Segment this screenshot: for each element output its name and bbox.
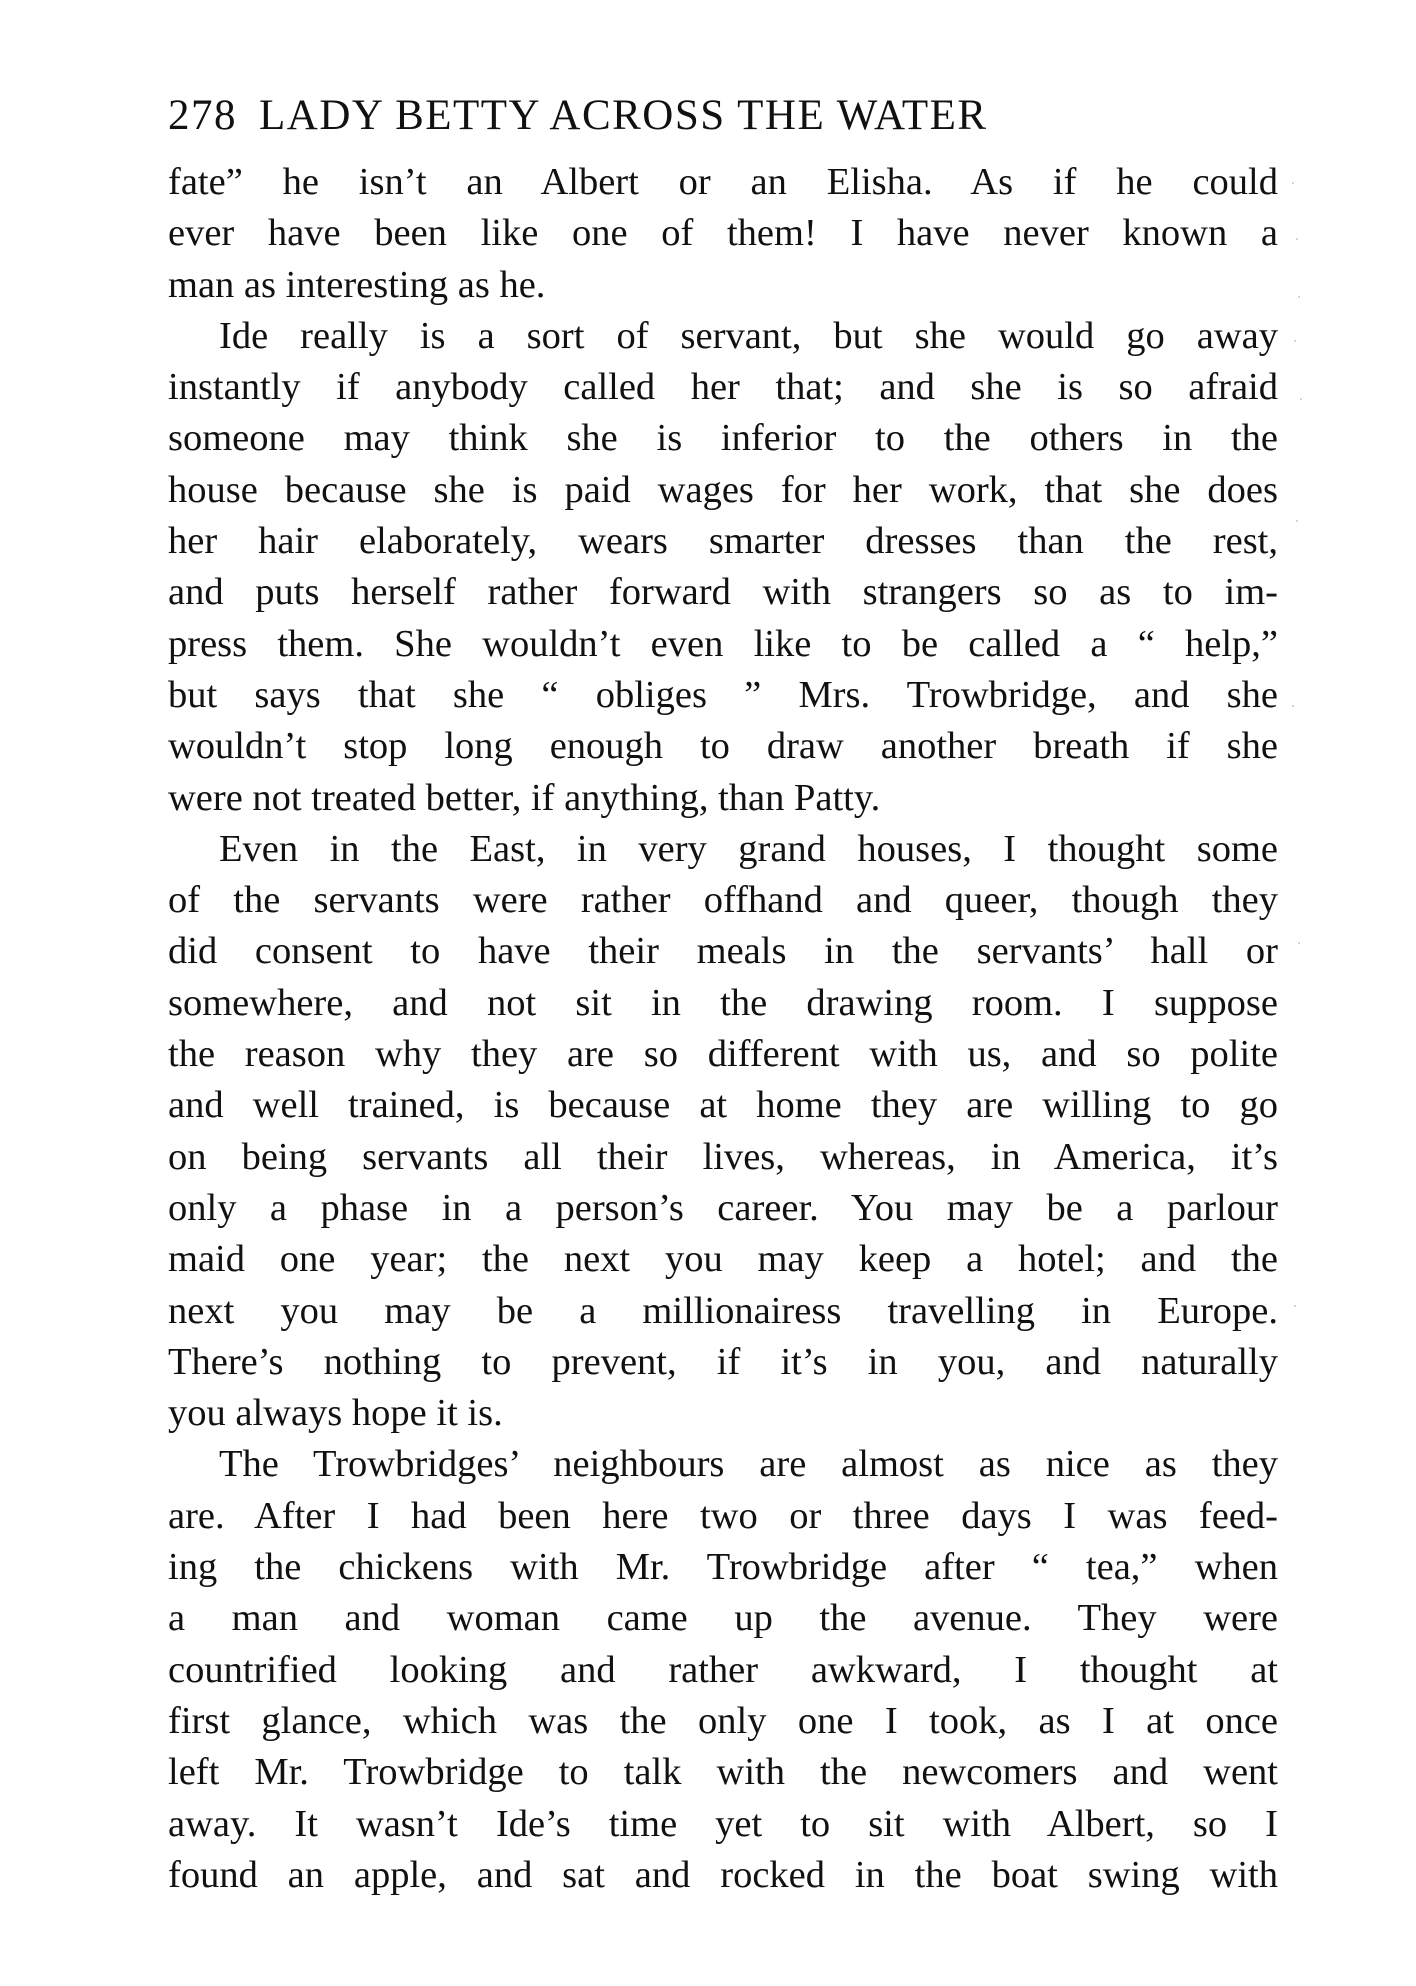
text-line: did consent to have their meals in the servants’ hall or	[168, 930, 1278, 973]
text-line: somewhere, and not sit in the drawing room. I suppose	[168, 981, 1278, 1024]
running-header	[168, 84, 1278, 148]
scan-speck	[1292, 182, 1294, 184]
scan-speck	[1300, 398, 1302, 400]
scan-speck	[1294, 340, 1296, 342]
text-line: wouldn’t stop long enough to draw another breath if she	[168, 725, 1278, 768]
text-line: instantly if anybody called her that; and she is so afraid	[168, 366, 1278, 409]
text-line: press them. She wouldn’t even like to be called a “ help,”	[168, 622, 1278, 665]
text-line: a man and woman came up the avenue. They were	[168, 1597, 1278, 1640]
running-title: LADY BETTY ACROSS THE WATER	[259, 92, 988, 139]
text-line: man as interesting as he.	[168, 263, 546, 306]
scan-speck	[1298, 296, 1300, 298]
text-line: The Trowbridges’ neighbours are almost as nice as they	[219, 1443, 1278, 1486]
body-text	[168, 157, 1278, 1901]
text-line: left Mr. Trowbridge to talk with the newcomers and went	[168, 1751, 1278, 1794]
text-line: first glance, which was the only one I took, as I at once	[168, 1699, 1278, 1742]
scan-speck	[1292, 705, 1294, 707]
text-line: away. It wasn’t Ide’s time yet to sit with Albert, so I	[168, 1802, 1278, 1845]
scan-speck	[1296, 520, 1298, 522]
text-line: were not treated better, if anything, than Patty.	[168, 776, 881, 819]
text-line: Even in the East, in very grand houses, I thought some	[219, 827, 1278, 870]
text-line: maid one year; the next you may keep a hotel; and the	[168, 1238, 1278, 1281]
text-line: house because she is paid wages for her work, that she does	[168, 468, 1278, 511]
text-line: are. After I had been here two or three days I was feed-	[168, 1494, 1278, 1537]
text-line: and well trained, is because at home they are willing to go	[168, 1084, 1278, 1127]
text-line: only a phase in a person’s career. You may be a parlour	[168, 1186, 1278, 1229]
text-line: the reason why they are so different with us, and so polite	[168, 1033, 1278, 1076]
page-number: 278	[168, 92, 237, 139]
text-line: and puts herself rather forward with strangers so as to im-	[168, 571, 1278, 614]
text-line: on being servants all their lives, whereas, in America, it’s	[168, 1135, 1278, 1178]
text-line: fate” he isn’t an Albert or an Elisha. As if he could	[168, 161, 1278, 203]
text-line: Ide really is a sort of servant, but she would go away	[219, 314, 1278, 357]
scan-speck	[1294, 1305, 1296, 1307]
text-line: of the servants were rather offhand and queer, though they	[168, 879, 1278, 922]
text-line: her hair elaborately, wears smarter dresses than the rest,	[168, 520, 1278, 563]
text-line: next you may be a millionairess travelling in Europe.	[168, 1289, 1278, 1332]
scan-speck	[1298, 942, 1300, 944]
text-line: someone may think she is inferior to the others in the	[168, 417, 1278, 460]
text-line: you always hope it is.	[168, 1392, 503, 1435]
text-line: countrified looking and rather awkward, I thought at	[168, 1648, 1278, 1691]
text-line: found an apple, and sat and rocked in the boat swing with	[168, 1853, 1278, 1896]
text-line: ever have been like one of them! I have never known a	[168, 212, 1278, 255]
text-line: ing the chickens with Mr. Trowbridge after “ tea,” when	[168, 1546, 1278, 1589]
scan-speck	[1296, 238, 1298, 240]
text-line: but says that she “ obliges ” Mrs. Trowbridge, and she	[168, 673, 1278, 716]
text-line: There’s nothing to prevent, if it’s in you, and naturally	[168, 1340, 1278, 1383]
